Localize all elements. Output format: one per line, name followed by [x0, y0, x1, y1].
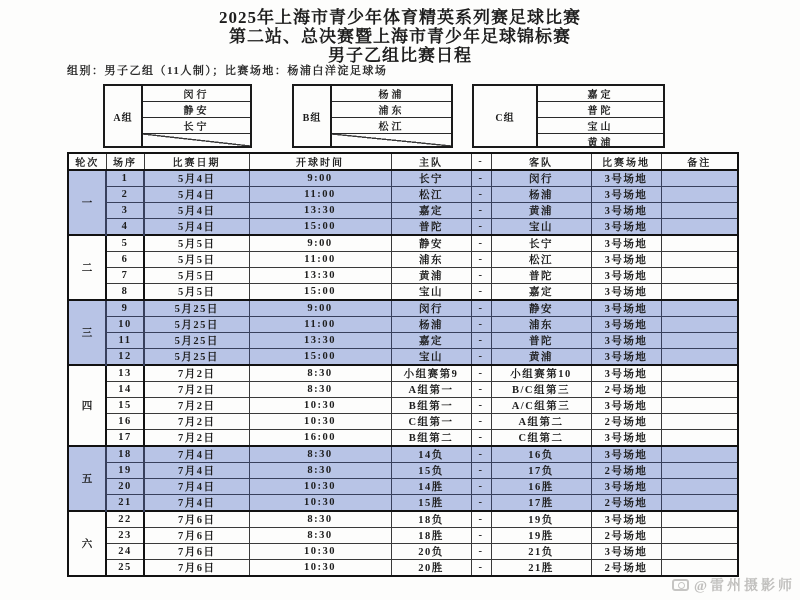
match-no-cell: 15: [106, 398, 144, 414]
venue-cell: 2号场地: [591, 528, 661, 544]
match-row: [68, 252, 738, 268]
group-teams: [538, 86, 663, 149]
away-team-cell: 21负: [491, 544, 591, 560]
home-team-cell: 18负: [391, 511, 471, 528]
away-team-cell: 21胜: [491, 560, 591, 577]
match-no-cell: 10: [106, 317, 144, 333]
match-row: [68, 317, 738, 333]
home-team-cell: 18胜: [391, 528, 471, 544]
group-teams: [143, 86, 250, 146]
match-time-cell: 8:30: [249, 382, 391, 398]
match-time-cell: 9:00: [249, 235, 391, 252]
group-box-a: [103, 84, 252, 148]
match-date-cell: 5月5日: [144, 284, 249, 301]
match-row: [68, 365, 738, 382]
home-team-cell: C组第一: [391, 414, 471, 430]
match-time-cell: 10:30: [249, 414, 391, 430]
venue-cell: 3号场地: [591, 398, 661, 414]
venue-cell: 3号场地: [591, 317, 661, 333]
note-cell: [661, 463, 738, 479]
home-team-cell: 松江: [391, 187, 471, 203]
note-cell: [661, 414, 738, 430]
match-no-cell: 20: [106, 479, 144, 495]
note-cell: [661, 252, 738, 268]
match-date-cell: 5月5日: [144, 268, 249, 284]
venue-cell: 3号场地: [591, 365, 661, 382]
match-time-cell: 8:30: [249, 463, 391, 479]
column-header-note: 备注: [661, 153, 738, 170]
match-row: [68, 495, 738, 512]
match-row: [68, 235, 738, 252]
match-no-cell: 23: [106, 528, 144, 544]
note-cell: [661, 544, 738, 560]
home-team-cell: 15负: [391, 463, 471, 479]
column-header-time: 开球时间: [249, 153, 391, 170]
round-label-cell: 三: [68, 300, 106, 365]
away-team-cell: 16胜: [491, 479, 591, 495]
match-date-cell: 7月2日: [144, 382, 249, 398]
match-time-cell: 15:00: [249, 219, 391, 236]
vs-dash: -: [471, 560, 491, 577]
match-time-cell: 16:00: [249, 430, 391, 447]
vs-dash: -: [471, 349, 491, 366]
away-team-cell: 闵行: [491, 170, 591, 187]
column-header-no: 场序: [106, 153, 144, 170]
round-label-cell: 五: [68, 446, 106, 511]
away-team-cell: 普陀: [491, 333, 591, 349]
away-team-cell: 小组赛第10: [491, 365, 591, 382]
home-team-cell: 浦东: [391, 252, 471, 268]
match-row: [68, 430, 738, 447]
away-team-cell: A/C组第三: [491, 398, 591, 414]
vs-dash: -: [471, 479, 491, 495]
match-no-cell: 22: [106, 511, 144, 528]
venue-cell: 3号场地: [591, 284, 661, 301]
vs-dash: -: [471, 268, 491, 284]
match-time-cell: 8:30: [249, 511, 391, 528]
match-date-cell: 7月2日: [144, 365, 249, 382]
match-time-cell: 10:30: [249, 479, 391, 495]
venue-cell: 3号场地: [591, 170, 661, 187]
match-no-cell: 4: [106, 219, 144, 236]
match-time-cell: 11:00: [249, 187, 391, 203]
venue-cell: 3号场地: [591, 446, 661, 463]
venue-cell: 2号场地: [591, 382, 661, 398]
group-team-cell: 宝山: [538, 118, 663, 134]
match-time-cell: 10:30: [249, 398, 391, 414]
home-team-cell: 宝山: [391, 284, 471, 301]
venue-cell: 2号场地: [591, 414, 661, 430]
vs-dash: -: [471, 187, 491, 203]
away-team-cell: 黄浦: [491, 203, 591, 219]
group-teams: [332, 86, 451, 146]
group-label: A组: [105, 86, 143, 146]
home-team-cell: A组第一: [391, 382, 471, 398]
group-label: B组: [294, 86, 332, 146]
match-row: [68, 528, 738, 544]
away-team-cell: 普陀: [491, 268, 591, 284]
venue-cell: 3号场地: [591, 349, 661, 366]
venue-cell: 2号场地: [591, 560, 661, 577]
vs-dash: -: [471, 365, 491, 382]
home-team-cell: B组第二: [391, 430, 471, 447]
match-time-cell: 9:00: [249, 300, 391, 317]
note-cell: [661, 382, 738, 398]
note-cell: [661, 446, 738, 463]
note-cell: [661, 317, 738, 333]
venue-cell: 3号场地: [591, 268, 661, 284]
home-team-cell: 黄浦: [391, 268, 471, 284]
match-row: [68, 300, 738, 317]
group-team-cell: 松江: [332, 118, 451, 134]
match-time-cell: 15:00: [249, 349, 391, 366]
column-header-dash: -: [471, 153, 491, 170]
match-date-cell: 5月25日: [144, 349, 249, 366]
match-row: [68, 203, 738, 219]
match-date-cell: 7月6日: [144, 528, 249, 544]
home-team-cell: 14胜: [391, 479, 471, 495]
match-date-cell: 7月4日: [144, 495, 249, 512]
camera-icon: [672, 579, 689, 591]
home-team-cell: 长宁: [391, 170, 471, 187]
away-team-cell: 17胜: [491, 495, 591, 512]
match-row: [68, 219, 738, 236]
match-no-cell: 9: [106, 300, 144, 317]
venue-cell: 3号场地: [591, 300, 661, 317]
note-cell: [661, 398, 738, 414]
title-line-1: 2025年上海市青少年体育精英系列赛足球比赛: [219, 8, 581, 27]
venue-cell: 3号场地: [591, 544, 661, 560]
round-label-cell: 二: [68, 235, 106, 300]
schedule-table: [67, 152, 739, 577]
match-date-cell: 7月4日: [144, 446, 249, 463]
match-row: [68, 382, 738, 398]
column-header-date: 比赛日期: [144, 153, 249, 170]
match-row: [68, 446, 738, 463]
match-date-cell: 7月2日: [144, 414, 249, 430]
match-date-cell: 5月25日: [144, 300, 249, 317]
match-date-cell: 7月6日: [144, 560, 249, 577]
note-cell: [661, 511, 738, 528]
home-team-cell: 20负: [391, 544, 471, 560]
vs-dash: -: [471, 511, 491, 528]
group-team-cell: 静安: [143, 102, 250, 118]
note-cell: [661, 365, 738, 382]
venue-cell: 3号场地: [591, 333, 661, 349]
match-date-cell: 5月25日: [144, 317, 249, 333]
match-no-cell: 2: [106, 187, 144, 203]
note-cell: [661, 349, 738, 366]
vs-dash: -: [471, 430, 491, 447]
group-team-cell: 闵行: [143, 86, 250, 102]
note-cell: [661, 495, 738, 512]
match-no-cell: 19: [106, 463, 144, 479]
match-no-cell: 11: [106, 333, 144, 349]
match-row: [68, 333, 738, 349]
title-line-2: 第二站、总决赛暨上海市青少年足球锦标赛: [229, 27, 571, 46]
vs-dash: -: [471, 495, 491, 512]
match-no-cell: 3: [106, 203, 144, 219]
title-line-3: 男子乙组比赛日程: [328, 46, 472, 65]
match-no-cell: 14: [106, 382, 144, 398]
venue-cell: 3号场地: [591, 430, 661, 447]
vs-dash: -: [471, 284, 491, 301]
home-team-cell: 杨浦: [391, 317, 471, 333]
venue-cell: 3号场地: [591, 187, 661, 203]
note-cell: [661, 560, 738, 577]
away-team-cell: A组第二: [491, 414, 591, 430]
vs-dash: -: [471, 414, 491, 430]
away-team-cell: 杨浦: [491, 187, 591, 203]
match-no-cell: 13: [106, 365, 144, 382]
vs-dash: -: [471, 203, 491, 219]
match-no-cell: 25: [106, 560, 144, 577]
home-team-cell: 闵行: [391, 300, 471, 317]
match-date-cell: 5月5日: [144, 252, 249, 268]
match-no-cell: 7: [106, 268, 144, 284]
away-team-cell: 松江: [491, 252, 591, 268]
match-time-cell: 8:30: [249, 365, 391, 382]
match-row: [68, 398, 738, 414]
match-date-cell: 5月4日: [144, 170, 249, 187]
away-team-cell: 17负: [491, 463, 591, 479]
away-team-cell: 宝山: [491, 219, 591, 236]
column-header-venue: 比赛场地: [591, 153, 661, 170]
match-no-cell: 5: [106, 235, 144, 252]
vs-dash: -: [471, 219, 491, 236]
away-team-cell: 16负: [491, 446, 591, 463]
home-team-cell: 嘉定: [391, 333, 471, 349]
match-row: [68, 170, 738, 187]
home-team-cell: 宝山: [391, 349, 471, 366]
away-team-cell: 19负: [491, 511, 591, 528]
note-cell: [661, 170, 738, 187]
note-cell: [661, 430, 738, 447]
match-no-cell: 1: [106, 170, 144, 187]
group-team-cell: 嘉定: [538, 86, 663, 102]
match-no-cell: 18: [106, 446, 144, 463]
round-label-cell: 六: [68, 511, 106, 576]
match-row: [68, 284, 738, 301]
match-no-cell: 8: [106, 284, 144, 301]
match-time-cell: 13:30: [249, 333, 391, 349]
group-and-venue-line: 组别：男子乙组（11人制）；比赛场地：杨浦白洋淀足球场: [67, 65, 388, 77]
schedule-body: [68, 170, 738, 576]
match-row: [68, 268, 738, 284]
note-cell: [661, 284, 738, 301]
away-team-cell: B/C组第三: [491, 382, 591, 398]
match-date-cell: 7月4日: [144, 463, 249, 479]
home-team-cell: 普陀: [391, 219, 471, 236]
vs-dash: -: [471, 398, 491, 414]
vs-dash: -: [471, 252, 491, 268]
note-cell: [661, 268, 738, 284]
vs-dash: -: [471, 300, 491, 317]
match-time-cell: 11:00: [249, 252, 391, 268]
match-date-cell: 5月4日: [144, 219, 249, 236]
round-label-cell: 四: [68, 365, 106, 446]
away-team-cell: 静安: [491, 300, 591, 317]
group-box-b: [292, 84, 453, 148]
home-team-cell: B组第一: [391, 398, 471, 414]
match-row: [68, 479, 738, 495]
home-team-cell: 嘉定: [391, 203, 471, 219]
match-no-cell: 24: [106, 544, 144, 560]
match-row: [68, 414, 738, 430]
document-title: [0, 8, 800, 65]
vs-dash: -: [471, 235, 491, 252]
venue-cell: 3号场地: [591, 203, 661, 219]
match-date-cell: 5月25日: [144, 333, 249, 349]
group-team-cell: 杨浦: [332, 86, 451, 102]
home-team-cell: 20胜: [391, 560, 471, 577]
group-team-cell: 浦东: [332, 102, 451, 118]
venue-cell: 3号场地: [591, 479, 661, 495]
home-team-cell: 小组赛第9: [391, 365, 471, 382]
watermark: [672, 575, 795, 595]
venue-cell: 3号场地: [591, 252, 661, 268]
match-no-cell: 16: [106, 414, 144, 430]
vs-dash: -: [471, 317, 491, 333]
vs-dash: -: [471, 170, 491, 187]
group-team-cell: 普陀: [538, 102, 663, 118]
match-date-cell: 7月2日: [144, 430, 249, 447]
match-date-cell: 5月4日: [144, 203, 249, 219]
match-date-cell: 5月5日: [144, 235, 249, 252]
group-box-c: [472, 84, 665, 148]
match-time-cell: 8:30: [249, 528, 391, 544]
match-date-cell: 7月4日: [144, 479, 249, 495]
note-cell: [661, 235, 738, 252]
header-row: [68, 153, 738, 170]
venue-cell: 2号场地: [591, 463, 661, 479]
match-time-cell: 10:30: [249, 495, 391, 512]
venue-cell: 2号场地: [591, 495, 661, 512]
match-row: [68, 560, 738, 577]
match-date-cell: 7月2日: [144, 398, 249, 414]
vs-dash: -: [471, 544, 491, 560]
home-team-cell: 14负: [391, 446, 471, 463]
venue-cell: 3号场地: [591, 511, 661, 528]
column-header-home: 主队: [391, 153, 471, 170]
group-team-cell: 黄浦: [587, 138, 614, 149]
watermark-text: @雷州摄影师: [693, 579, 795, 594]
group-empty-cell: [332, 134, 451, 146]
match-time-cell: 10:30: [249, 544, 391, 560]
away-team-cell: C组第二: [491, 430, 591, 447]
group-team-cell: 长宁: [143, 118, 250, 134]
match-row: [68, 349, 738, 366]
note-cell: [661, 528, 738, 544]
venue-cell: 3号场地: [591, 235, 661, 252]
group-empty-cell: [143, 134, 250, 146]
away-team-cell: 19胜: [491, 528, 591, 544]
match-row: [68, 511, 738, 528]
round-label-cell: 一: [68, 170, 106, 235]
match-time-cell: 13:30: [249, 268, 391, 284]
match-date-cell: 7月6日: [144, 544, 249, 560]
away-team-cell: 浦东: [491, 317, 591, 333]
match-date-cell: 7月6日: [144, 511, 249, 528]
match-no-cell: 17: [106, 430, 144, 447]
match-time-cell: 8:30: [249, 446, 391, 463]
vs-dash: -: [471, 463, 491, 479]
note-cell: [661, 333, 738, 349]
vs-dash: -: [471, 333, 491, 349]
away-team-cell: 嘉定: [491, 284, 591, 301]
match-date-cell: 5月4日: [144, 187, 249, 203]
home-team-cell: 15胜: [391, 495, 471, 512]
note-cell: [661, 187, 738, 203]
match-row: [68, 544, 738, 560]
note-cell: [661, 479, 738, 495]
match-time-cell: 15:00: [249, 284, 391, 301]
match-time-cell: 10:30: [249, 560, 391, 577]
match-time-cell: 11:00: [249, 317, 391, 333]
match-no-cell: 6: [106, 252, 144, 268]
vs-dash: -: [471, 528, 491, 544]
column-header-round: 轮次: [68, 153, 106, 170]
note-cell: [661, 219, 738, 236]
match-row: [68, 463, 738, 479]
venue-cell: 3号场地: [591, 219, 661, 236]
group-label: C组: [474, 86, 538, 146]
match-time-cell: 13:30: [249, 203, 391, 219]
vs-dash: -: [471, 446, 491, 463]
home-team-cell: 静安: [391, 235, 471, 252]
vs-dash: -: [471, 382, 491, 398]
away-team-cell: 长宁: [491, 235, 591, 252]
match-row: [68, 187, 738, 203]
column-header-away: 客队: [491, 153, 591, 170]
away-team-cell: 黄浦: [491, 349, 591, 366]
match-no-cell: 12: [106, 349, 144, 366]
match-time-cell: 9:00: [249, 170, 391, 187]
match-no-cell: 21: [106, 495, 144, 512]
note-cell: [661, 300, 738, 317]
note-cell: [661, 203, 738, 219]
